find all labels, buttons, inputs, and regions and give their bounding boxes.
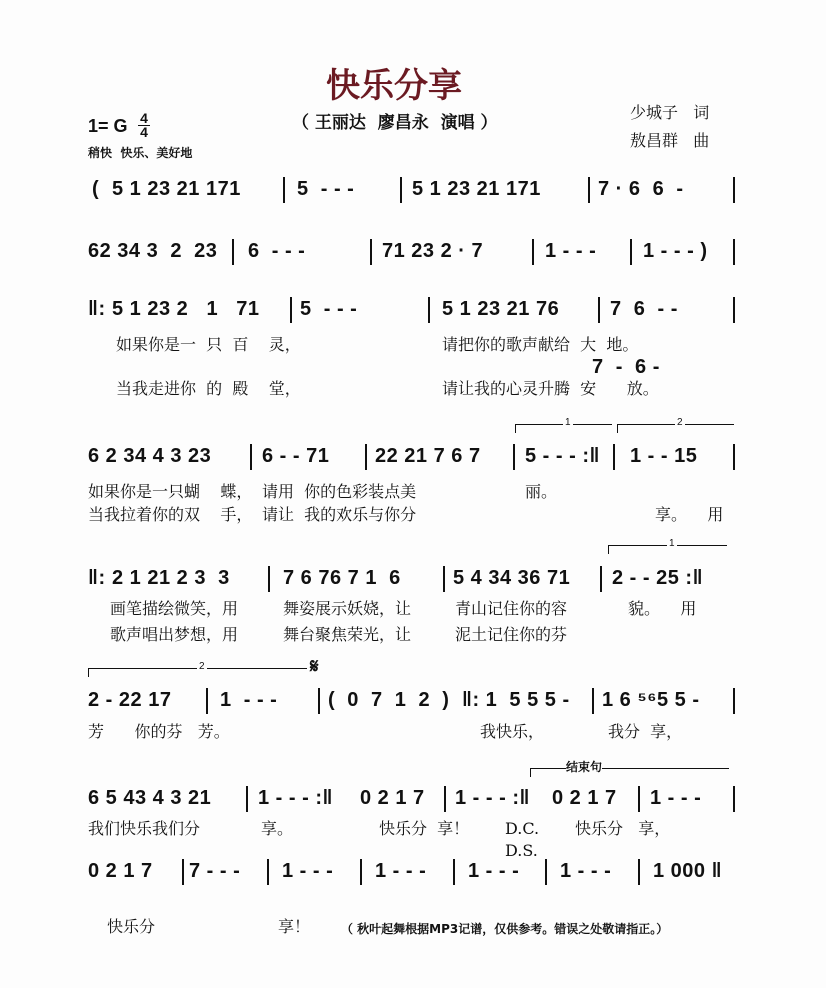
measure-notes: 1 - - - xyxy=(220,689,278,711)
measure-notes: 1 - - - xyxy=(282,860,334,882)
volta-number: 2 xyxy=(199,661,205,672)
measure-notes: 0 2 1 7 xyxy=(88,860,153,882)
footnote: （ 秋叶起舞根据MP3记谱，仅供参考。错误之处敬请指正。） xyxy=(341,922,669,936)
volta-number: 1 xyxy=(565,417,571,428)
lyric-text: 青山记住你的容 xyxy=(455,599,568,618)
lyric-text: 享。 用 xyxy=(655,505,724,524)
measure-notes: 1 6 ⁵⁶5 5 - xyxy=(602,689,700,711)
barline xyxy=(613,444,615,470)
barline xyxy=(513,444,515,470)
measure-notes: 5 1 23 2 1 71 xyxy=(112,298,260,320)
singers: （ 王丽达 廖昌永 演唱 ） xyxy=(292,113,498,133)
measure-notes: 6 - - - xyxy=(248,240,306,262)
barline xyxy=(182,859,184,885)
barline xyxy=(733,688,735,714)
measure-notes: 5 4 34 36 71 xyxy=(453,567,571,589)
measure-notes: 1 - - - xyxy=(468,860,520,882)
barline xyxy=(592,688,594,714)
barline xyxy=(638,859,640,885)
measure-notes: 1 - - - xyxy=(560,860,612,882)
barline xyxy=(232,239,234,265)
time-bottom: 4 xyxy=(140,124,148,140)
measure-notes: 2 - - 25 :‖ xyxy=(612,567,704,589)
key-signature: 1= G xyxy=(88,116,128,136)
lyric-text: 泥土记住你的芬 xyxy=(455,625,568,644)
measure-notes: 1 - - 15 xyxy=(630,445,698,467)
measure-notes: 1 - - - xyxy=(650,787,702,809)
lyric-text: 快乐分 享！ xyxy=(379,819,470,838)
measure-notes: 22 21 7 6 7 xyxy=(375,445,481,467)
barline xyxy=(267,859,269,885)
lyricist: 少城子 词 xyxy=(630,103,710,122)
lyric-text: 芳 你的芬 芳。 xyxy=(88,722,230,741)
barline xyxy=(638,786,640,812)
measure-notes: 2 1 21 2 3 3 xyxy=(112,567,230,589)
barline xyxy=(733,177,735,203)
barline xyxy=(206,688,208,714)
song-title: 快乐分享 xyxy=(326,66,462,106)
measure-notes: ( 0 7 1 2 ) xyxy=(328,689,450,711)
measure-notes: 5 - - - xyxy=(297,178,355,200)
lyric-text: 如果你是一 只 百 灵， xyxy=(116,335,301,354)
lyric-text: 我快乐， xyxy=(480,722,545,741)
measure-notes: 7 6 76 7 1 6 xyxy=(283,567,401,589)
measure-notes: 7 6 - - xyxy=(610,298,678,320)
lyric-text: 享！ xyxy=(278,917,311,936)
barline xyxy=(365,444,367,470)
lyric-text: 快乐分 享， xyxy=(575,819,671,838)
lyric-text: 快乐分 xyxy=(107,917,156,936)
lyric-text: 画笔描绘微笑，用 xyxy=(110,599,239,618)
lyric-text: 舞台聚焦荣光，让 xyxy=(283,625,412,644)
tempo-marking: 稍快 快乐、美好地 xyxy=(88,146,193,160)
volta-number: 1 xyxy=(669,538,675,549)
barline xyxy=(246,786,248,812)
volta-number: 2 xyxy=(677,417,683,428)
barline xyxy=(443,566,445,592)
barline xyxy=(600,566,602,592)
lyric-text: 歌声唱出梦想，用 xyxy=(110,625,239,644)
measure-notes: 7 - - - xyxy=(189,860,241,882)
measure-notes: ‖: xyxy=(88,567,106,589)
time-signature xyxy=(138,112,150,139)
lyric-text: 丽。 xyxy=(525,482,558,501)
barline xyxy=(268,566,270,592)
measure-notes: 1 - - - :‖ xyxy=(258,787,333,809)
measure-notes: 5 1 23 21 171 xyxy=(112,178,241,200)
barline xyxy=(733,786,735,812)
measure-notes: 0 2 1 7 xyxy=(552,787,617,809)
time-top: 4 xyxy=(138,112,150,126)
barline xyxy=(733,444,735,470)
lyric-text: D.C. xyxy=(505,819,540,838)
barline xyxy=(733,239,735,265)
measure-notes: 1 - - - xyxy=(545,240,597,262)
barline xyxy=(360,859,362,885)
barline xyxy=(283,177,285,203)
ending-bracket xyxy=(530,768,729,777)
lyric-text: 舞姿展示妖娆，让 xyxy=(283,599,412,618)
barline xyxy=(250,444,252,470)
barline xyxy=(598,297,600,323)
barline xyxy=(545,859,547,885)
lyric-text: 请让 我的欢乐与你分 xyxy=(262,505,417,524)
measure-notes: 5 1 23 21 171 xyxy=(412,178,541,200)
measure-notes: ‖: 1 5 5 5 - xyxy=(462,689,570,711)
lyric-text: 我们快乐我们分 xyxy=(88,819,201,838)
lyric-text: 请用 你的色彩装点美 xyxy=(262,482,417,501)
barline xyxy=(588,177,590,203)
measure-notes: 71 23 2 · 7 xyxy=(382,240,484,262)
composer: 敖昌群 曲 xyxy=(630,131,710,150)
measure-notes: 2 - 22 17 xyxy=(88,689,172,711)
lyric-text: 当我走进你 的 殿 堂， xyxy=(116,379,301,398)
measure-notes: 5 - - - :‖ xyxy=(525,445,600,467)
barline xyxy=(733,297,735,323)
measure-notes: 5 - - - xyxy=(300,298,358,320)
measure-notes: 1 - - - xyxy=(375,860,427,882)
barline xyxy=(532,239,534,265)
barline xyxy=(318,688,320,714)
measure-notes: 1 - - - :‖ xyxy=(455,787,530,809)
lyric-text: D.S. xyxy=(505,841,538,860)
segno-sign: 𝄋 xyxy=(310,656,320,678)
measure-notes: 1 - - - ) xyxy=(643,240,708,262)
measure-notes: 6 - - 71 xyxy=(262,445,330,467)
lyric-text: 当我拉着你的双 手， xyxy=(88,505,253,524)
barline xyxy=(290,297,292,323)
ending-label: 结束句 xyxy=(566,760,603,774)
barline xyxy=(428,297,430,323)
lyric-text: 如果你是一只蝴 蝶， xyxy=(88,482,253,501)
barline xyxy=(453,859,455,885)
barline xyxy=(400,177,402,203)
measure-notes: 0 2 1 7 xyxy=(360,787,425,809)
barline xyxy=(630,239,632,265)
measure-notes: 6 2 34 4 3 23 xyxy=(88,445,212,467)
barline xyxy=(444,786,446,812)
measure-notes: ( xyxy=(92,178,100,200)
lyric-text: 貌。 用 xyxy=(628,599,697,618)
lyric-text: 我分 享， xyxy=(608,722,683,741)
barline xyxy=(370,239,372,265)
lyric-text: 享。 xyxy=(261,819,294,838)
measure-notes: 7 · 6 6 - xyxy=(598,178,684,200)
measure-notes: ‖: xyxy=(88,298,106,320)
lyric-text: 请把你的歌声献给 大 地。 xyxy=(442,335,639,354)
alternate-notes: 7 - 6 - xyxy=(592,356,660,378)
measure-notes: 62 34 3 2 23 xyxy=(88,240,218,262)
measure-notes: 1 000 ‖ xyxy=(653,860,723,882)
lyric-text: 请让我的心灵升腾 安 放。 xyxy=(442,379,659,398)
measure-notes: 5 1 23 21 76 xyxy=(442,298,560,320)
measure-notes: 6 5 43 4 3 21 xyxy=(88,787,212,809)
